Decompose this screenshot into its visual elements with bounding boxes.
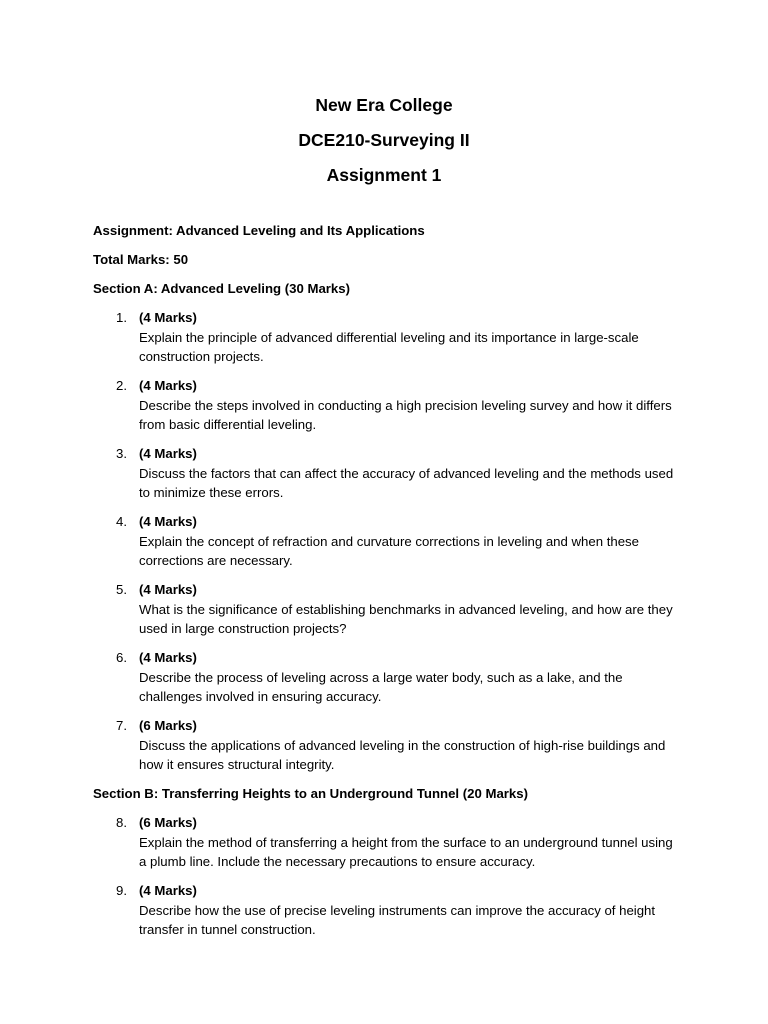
question-marks: (6 Marks) [139, 718, 197, 733]
question-number: 6. [116, 650, 127, 665]
question-text: Describe the process of leveling across a large water body, such as a lake, and the challenges involved in ensuring accuracy. [139, 669, 623, 704]
question-text: Discuss the factors that can affect the accuracy of advanced leveling and the methods used to minimize these errors. [139, 465, 674, 500]
section-b-question-list [93, 813, 683, 940]
assignment-title: Assignment 1 [326, 165, 442, 185]
question-text: Describe how the use of precise leveling instruments can improve the accuracy of height transfer in tunnel construction. [139, 902, 656, 937]
question-text: Describe the steps involved in conducting a high precision leveling survey and how it differs from basic differential leveling. [139, 397, 672, 432]
total-marks: Total Marks: 50 [93, 252, 189, 267]
question-marks: (4 Marks) [139, 514, 197, 529]
question-number: 7. [116, 718, 127, 733]
question-number: 2. [116, 378, 127, 393]
section-a-heading: Section A: Advanced Leveling (30 Marks) [93, 281, 350, 296]
question-marks: (4 Marks) [139, 446, 197, 461]
college-name: New Era College [315, 95, 453, 115]
question-text: Discuss the applications of advanced leveling in the construction of high-rise buildings and how it ensures structural integrity. [139, 737, 666, 772]
question-number: 1. [116, 310, 127, 325]
question-item [93, 580, 683, 639]
question-marks: (4 Marks) [139, 883, 197, 898]
question-marks: (4 Marks) [139, 310, 197, 325]
question-item [93, 813, 683, 872]
question-marks: (4 Marks) [139, 582, 197, 597]
question-item [93, 881, 683, 940]
question-marks: (4 Marks) [139, 650, 197, 665]
question-item [93, 444, 683, 503]
question-number: 5. [116, 582, 127, 597]
question-number: 3. [116, 446, 127, 461]
assignment-topic: Assignment: Advanced Leveling and Its Applications [93, 223, 425, 238]
question-number: 8. [116, 815, 127, 830]
section-b-heading: Section B: Transferring Heights to an Underground Tunnel (20 Marks) [93, 786, 528, 801]
document-header [0, 88, 768, 193]
question-item [93, 512, 683, 571]
question-item [93, 376, 683, 435]
question-text: Explain the principle of advanced differential leveling and its importance in large-scale construction projects. [139, 329, 639, 364]
course-title: DCE210-Surveying II [298, 130, 470, 150]
question-text: What is the significance of establishing benchmarks in advanced leveling, and how are they used in large construction projects? [139, 601, 673, 636]
document-body [93, 221, 683, 949]
question-item [93, 308, 683, 367]
question-number: 9. [116, 883, 127, 898]
question-number: 4. [116, 514, 127, 529]
question-text: Explain the concept of refraction and curvature corrections in leveling and when these corrections are necessary. [139, 533, 639, 568]
question-text: Explain the method of transferring a height from the surface to an underground tunnel using a plumb line. Include the necessary precautions to ensure accuracy. [139, 834, 673, 869]
question-marks: (4 Marks) [139, 378, 197, 393]
question-item [93, 648, 683, 707]
question-marks: (6 Marks) [139, 815, 197, 830]
question-item [93, 716, 683, 775]
section-a-question-list [93, 308, 683, 775]
